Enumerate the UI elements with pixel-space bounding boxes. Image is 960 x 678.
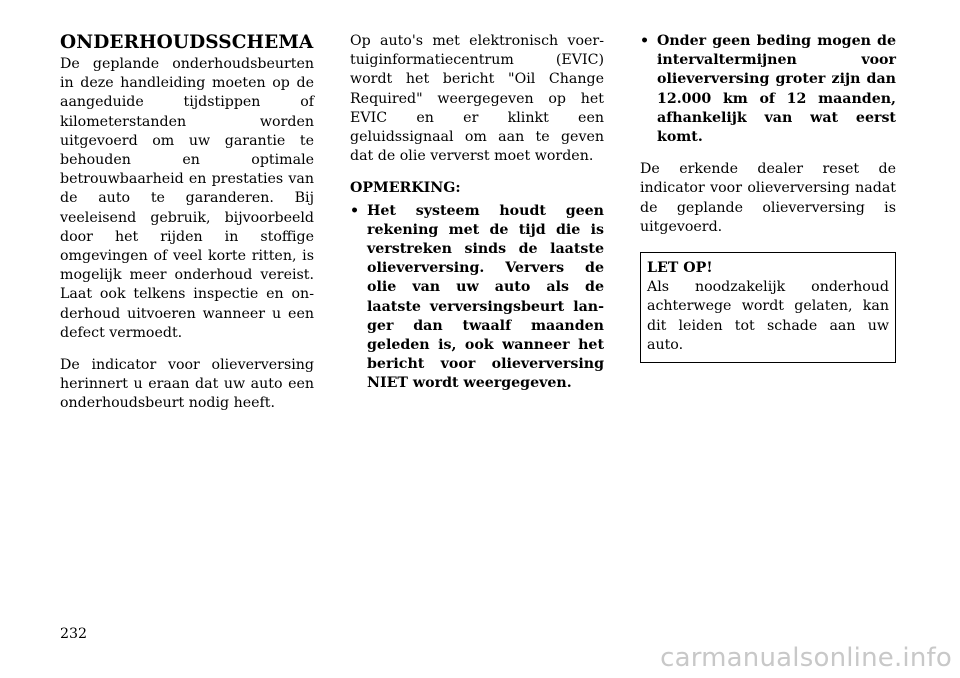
interval-bullet-item (640, 32, 896, 147)
warning-title: LET OP! (647, 260, 713, 277)
oil-indicator-paragraph: De indicator voor olieverversing herinnert u eraan dat uw auto een onderhoudsbeurt nodig heeft. (60, 357, 314, 412)
interval-bullet-list (640, 32, 896, 147)
note-label: OPMERKING: (350, 180, 461, 197)
note-bullet-item (350, 202, 604, 394)
bullet-icon: • (350, 202, 360, 219)
evic-paragraph: Op auto's met elektronisch voertuiginformatiecentrum (EVIC) wordt het bericht "Oil Change Required" weergegeven op het EVIC en er klinkt een geluidssignaal om aan te geven dat de olie ververst moet worden. (350, 33, 604, 165)
interval-bullet-text: Onder geen beding mogen de intervaltermijnen voor olieverversing groter zijn dan 12.000 km of 12 maanden, afhankelijk van wat eerst komt. (657, 33, 896, 146)
note-bullet-text: Het systeem houdt geen rekening met de tijd die is verstreken sinds de laatste olieverversing. Ververs de olie van uw auto als de laatste verversingsbeurt langer dan twaalf maanden geleden is, ook wanneer het bericht voor olieverversing NIET wordt weergegeven. (367, 202, 604, 392)
page-number: 232 (60, 626, 88, 642)
bullet-icon: • (640, 33, 650, 49)
column-middle (350, 32, 604, 407)
column-right (640, 32, 896, 363)
intro-paragraph: De geplande onderhoudsbeurten in deze handleiding moeten op de aangeduide tijdstippen of kilometerstanden worden uitgevoerd om uw garantie te behouden en optimale betrouwbaarheid en prestaties van de auto te garanderen. Bij veeleisend gebruik, bijvoorbeeld door het rijden in stoffige omgevingen of veel korte ritten, is mogelijk meer onderhoud vereist. Laat ook telkens inspectie en onderhoud uitvoeren wanneer u een defect vermoedt. (60, 56, 314, 341)
column-left (60, 32, 314, 427)
warning-text: Als noodzakelijk onderhoud achterwege wordt gelaten, kan dit leiden tot schade aan uw auto. (647, 279, 889, 353)
note-bullet-list (350, 202, 604, 394)
warning-box (640, 252, 896, 363)
page-title: ONDERHOUDSSCHEMA (60, 32, 314, 53)
watermark-text: carmanualsonline.info (660, 643, 952, 673)
dealer-reset-paragraph: De erkende dealer reset de indicator voor olieverversing nadat de geplande olieverversing is uitgevoerd. (640, 161, 896, 235)
